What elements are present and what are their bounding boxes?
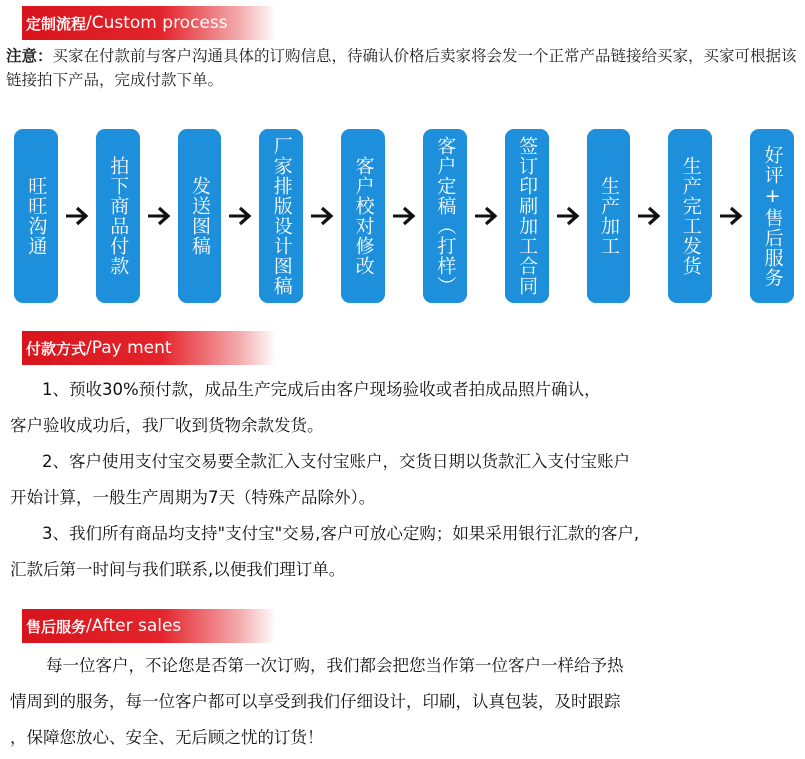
right-arrow-icon — [556, 204, 580, 228]
right-arrow-icon — [719, 204, 743, 228]
right-arrow-icon — [147, 204, 171, 228]
after-sales-line-1: 每一位客户，不论您是否第一次订购，我们都会把您当作第一位客户一样给予热 — [46, 656, 624, 675]
payment-item-2-line-2: 开始计算，一般生产周期为7天（特殊产品除外）。 — [10, 488, 376, 507]
payment-banner — [22, 331, 276, 365]
payment-terms — [10, 372, 790, 588]
banner-title-en: /Pay ment — [86, 338, 172, 358]
payment-item-1-line-2: 客户验收成功后，我厂收到货物余款发货。 — [10, 416, 324, 435]
process-step — [259, 129, 303, 303]
process-step — [178, 129, 222, 303]
process-step — [668, 129, 712, 303]
payment-item-3-line-1: 3、我们所有商品均支持"支付宝"交易,客户可放心定购；如果采用银行汇款的客户, — [42, 524, 640, 543]
payment-item-2-line-1: 2、客户使用支付宝交易要全款汇入支付宝账户，交货日期以货款汇入支付宝账户 — [42, 452, 630, 471]
process-step — [341, 129, 385, 303]
process-step-label: 发送图稿 — [188, 176, 211, 256]
process-step-label: 生产完工发货 — [679, 156, 702, 276]
banner-title-en: /After sales — [86, 616, 182, 636]
right-arrow-icon — [228, 204, 252, 228]
banner-title-cn: 付款方式 — [26, 339, 87, 358]
process-step — [505, 129, 549, 303]
process-step — [750, 129, 794, 303]
process-flow — [14, 128, 794, 304]
right-arrow-icon — [474, 204, 498, 228]
banner-title-en: /Custom process — [86, 13, 228, 33]
right-arrow-icon — [310, 204, 334, 228]
process-step-label: 拍下商品付款 — [107, 156, 130, 276]
right-arrow-icon — [65, 204, 89, 228]
banner-title-cn: 定制流程 — [26, 14, 87, 33]
note-text: 买家在付款前与客户沟通具体的订购信息，待确认价格后卖家将会发一个正常产品链接给买家，买家可根据该链接拍下产品，完成付款下单。 — [6, 47, 797, 89]
after-sales-line-2: 情周到的服务，每一位客户都可以享受到我们仔细设计，印刷，认真包装，及时跟踪 — [10, 692, 621, 711]
process-step-label: 签订印刷加工合同 — [516, 136, 539, 296]
payment-item-1-line-1: 1、预收30%预付款，成品生产完成后由客户现场验收或者拍成品照片确认， — [42, 380, 601, 399]
process-step-label: 生产加工 — [597, 176, 620, 256]
process-step — [587, 129, 631, 303]
note-label: 注意： — [6, 47, 53, 65]
after-sales-banner — [22, 609, 276, 643]
process-step-label: 厂家排版设计图稿 — [270, 136, 293, 296]
process-step — [14, 129, 58, 303]
banner-title-cn: 售后服务 — [26, 617, 87, 636]
process-step — [423, 129, 467, 303]
process-step-label: 客户校对修改 — [352, 156, 375, 276]
right-arrow-icon — [637, 204, 661, 228]
payment-item-3-line-2: 汇款后第一时间与我们联系,以便我们理订单。 — [10, 560, 346, 579]
process-step — [96, 129, 140, 303]
custom-process-banner — [22, 6, 276, 40]
process-step-label: 客户定稿（打样） — [434, 136, 457, 296]
process-step-label: 好评+售后服务 — [761, 144, 784, 288]
after-sales-text — [10, 648, 790, 756]
right-arrow-icon — [392, 204, 416, 228]
order-note — [6, 44, 798, 92]
process-step-label: 旺旺沟通 — [25, 176, 48, 256]
after-sales-line-3: ，保障您放心、安全、无后顾之忧的订货！ — [10, 728, 324, 747]
